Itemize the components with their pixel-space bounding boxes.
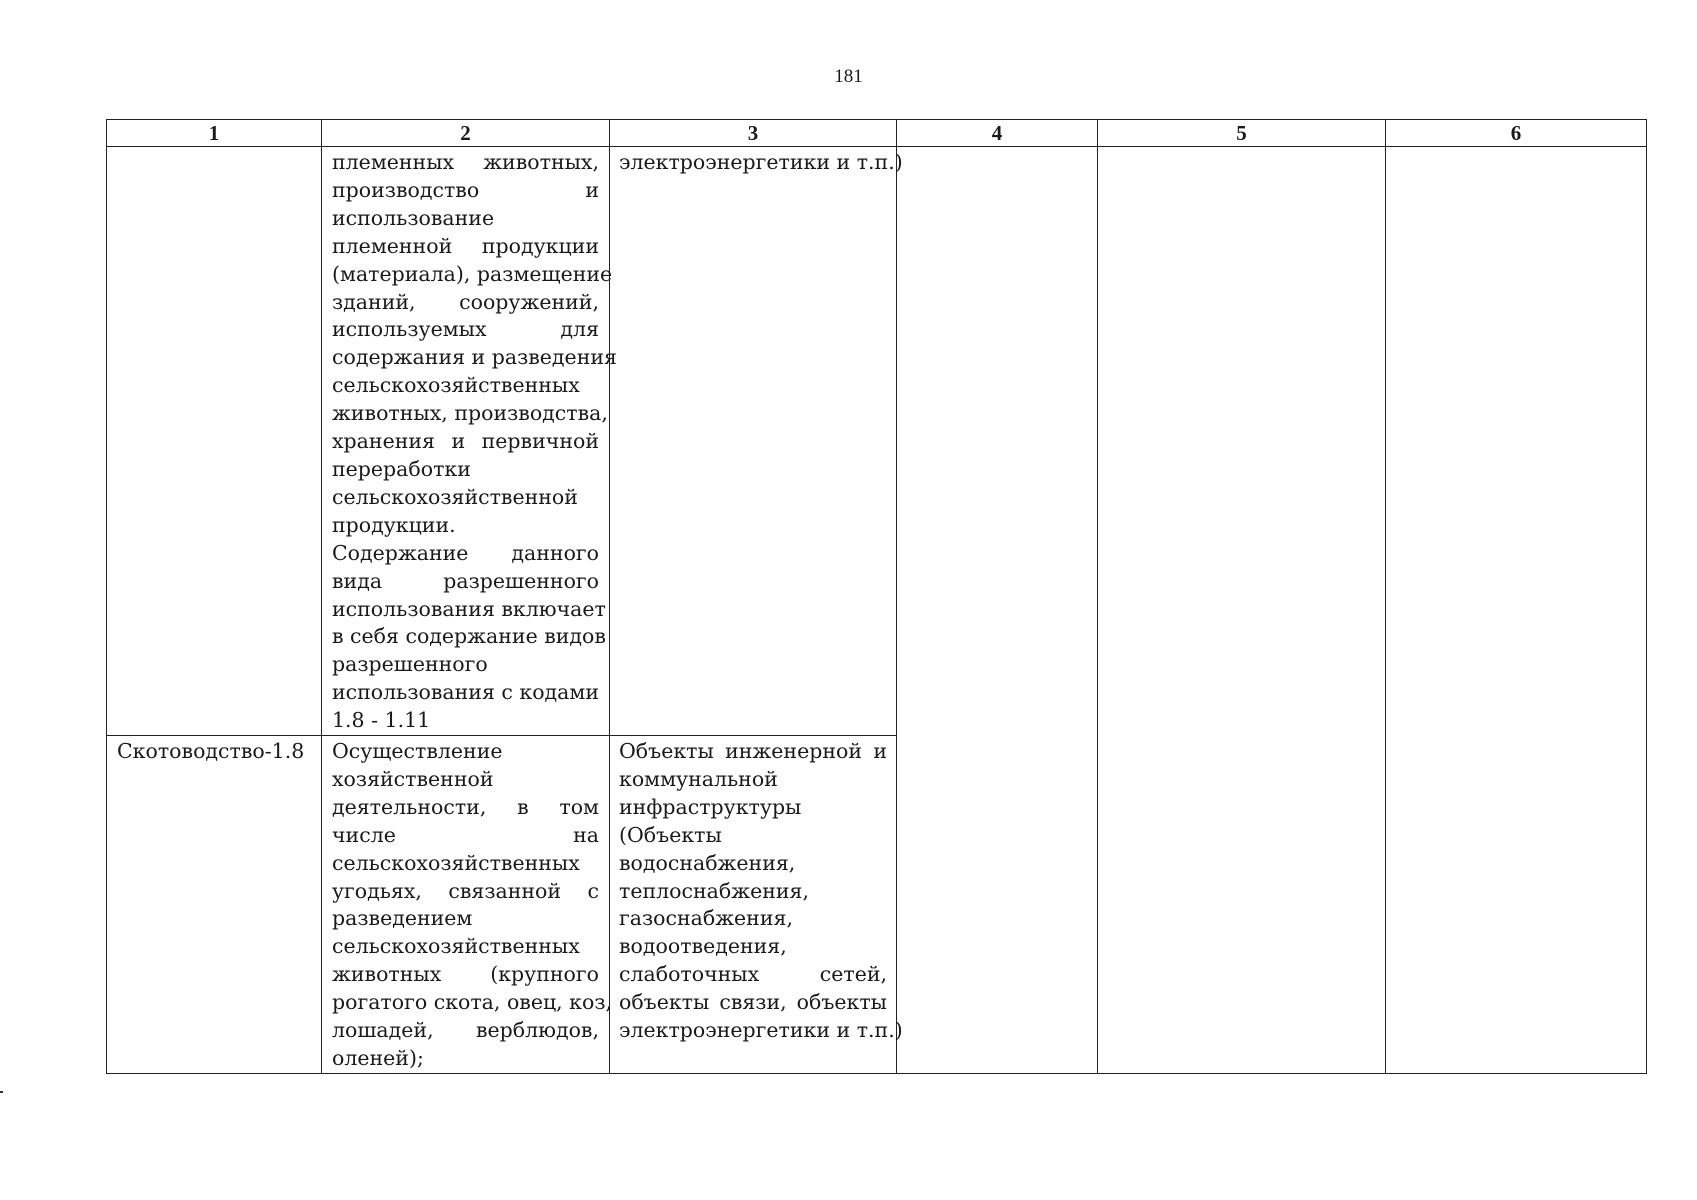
scan-artifact-mark [0, 1091, 3, 1093]
column-header-6: 6 [1386, 120, 1647, 147]
row2-objects [610, 736, 903, 1045]
row2-objects-line: Объекты инженерной и [619, 739, 887, 764]
row2-col1-cell [107, 736, 322, 1074]
table-header-row [107, 120, 1647, 147]
row2-objects-line: (Объекты [619, 822, 722, 847]
col4-cell [897, 147, 1098, 1074]
row2-description-line: деятельности, в том [332, 794, 599, 819]
row1-description-para1 [332, 149, 617, 540]
row1-description-para2-line: использования включает [332, 596, 606, 621]
row1-description-para2-line: в себя содержание видов [332, 624, 606, 649]
row1-description-para2-line: вида разрешенного [332, 568, 599, 593]
row2-description [322, 736, 613, 1073]
row2-objects-line: электроэнергетики и т.п.) [619, 1018, 903, 1043]
row2-description-line: лошадей, верблюдов, [332, 1018, 599, 1043]
row2-col3-cell [610, 736, 903, 1074]
row2-objects-line: объекты связи, объекты [619, 990, 887, 1015]
row1-description-para1-line: производство и [332, 177, 599, 202]
row1-description-para1-line: переработки [332, 456, 471, 481]
row1-description-para1-line: использование [332, 205, 495, 230]
row2-description-line: рогатого скота, овец, коз, [332, 990, 613, 1015]
row1-col3-cell [610, 147, 903, 736]
row2-description-line: числе на [332, 822, 599, 847]
row1-objects-line: электроэнергетики и т.п.) [619, 150, 903, 174]
row1-description-para1-line: племенной продукции [332, 233, 599, 258]
row2-objects-line: коммунальной [619, 766, 778, 791]
row2-description-line: Осуществление [332, 739, 503, 764]
column-header-4: 4 [897, 120, 1098, 147]
row1-description [322, 147, 617, 735]
row1-description-para2-line: разрешенного [332, 652, 488, 677]
row2-objects-line: водоснабжения, [619, 850, 796, 875]
row2-objects-line: теплоснабжения, [619, 878, 809, 903]
row1-description-para1-line: продукции. [332, 512, 456, 537]
row2-objects-line: газоснабжения, [619, 906, 793, 931]
column-header-2: 2 [322, 120, 610, 147]
row2-description-line: животных (крупного [332, 962, 599, 987]
zoning-table [106, 119, 1647, 1074]
row2-objects-line: инфраструктуры [619, 794, 802, 819]
row1-description-para2 [332, 540, 606, 735]
row2-description-line: оленей); [332, 1046, 424, 1070]
row1-col1-cell [107, 147, 322, 736]
row1-description-para1-line: содержания и разведения [332, 345, 617, 370]
column-header-5: 5 [1098, 120, 1386, 147]
page-number: 181 [834, 66, 863, 87]
row2-objects-line: водоотведения, [619, 934, 787, 959]
table-row [107, 147, 1647, 736]
row1-description-para2-line: Содержание данного [332, 540, 599, 565]
row2-col2-cell [322, 736, 613, 1074]
row1-objects [610, 147, 903, 177]
row1-description-para1-line: племенных животных, [332, 150, 599, 174]
row1-description-para1-line: хранения и первичной [332, 429, 599, 454]
row2-description-line: сельскохозяйственных [332, 934, 580, 959]
row2-description-line: угодьях, связанной с [332, 878, 599, 903]
row2-description-line: разведением [332, 906, 473, 931]
row1-description-para1-line: сельскохозяйственных [332, 373, 580, 398]
col6-cell [1386, 147, 1647, 1074]
row1-description-para1-line: зданий, сооружений, [332, 289, 599, 314]
row2-description-line: сельскохозяйственных [332, 850, 580, 875]
row1-description-para1-line: животных, производства, [332, 401, 608, 426]
row1-description-para2-line: 1.8 - 1.11 [332, 708, 431, 733]
row1-description-para2-line: использования с кодами [332, 680, 600, 705]
row1-col2-cell [322, 147, 617, 736]
row1-description-para1-line: (материала), размещение [332, 261, 613, 286]
column-header-1: 1 [107, 120, 322, 147]
row1-description-para1-line: сельскохозяйственной [332, 484, 578, 509]
row2-description-line: хозяйственной [332, 766, 494, 791]
row2-objects-line: слаботочных сетей, [619, 962, 887, 987]
row1-use-name [107, 147, 321, 157]
column-header-3: 3 [610, 120, 897, 147]
row2-use-name: Скотоводство-1.8 [117, 739, 305, 764]
row1-description-para1-line: используемых для [332, 317, 599, 342]
col5-cell [1098, 147, 1386, 1074]
